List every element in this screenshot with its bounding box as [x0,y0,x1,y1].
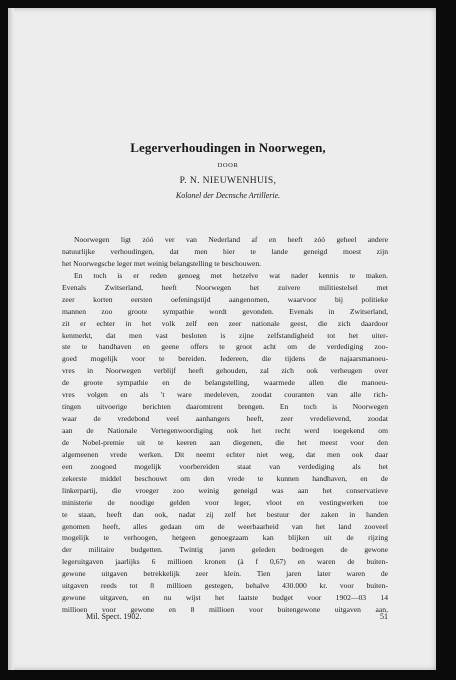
text-line: de Nobel-premie uit te keeren aan diegenen, die het meest voor den [62,437,388,447]
byline-word: DOOR [217,162,239,169]
article-title: Legerverhoudingen in Noorwegen, [130,140,326,155]
page-number: 51 [380,612,388,621]
text-line: kenmerkt, dat men vast besloten is zijne zelfstandigheid tot het uiter- [62,330,388,340]
text-line: millioen voor gewone en 8 millioen voor buitengewone uitgaven aan, [62,605,388,615]
text-line: zit er echter in het volk zelf een zeer nationale geest, die zich daardoor [62,318,388,328]
text-line: mogelijk te verhoogen, hetgeen genoegzaam kan blijken uit de rijzing [62,533,388,543]
text-line: ste te handhaven en geene offers te groot acht om de verdediging zoo- [62,342,388,352]
text-line: vres in Noorwegen verblijf heeft gehouden, zal zich ook verheugen over [62,366,388,376]
text-line: algemeenen vrede werken. Dit neemt echter niet weg, dat men ook daar [62,449,388,459]
text-line: een zoogoed mogelijk voorbereiden staat van verdediging als het [62,461,388,471]
text-line: legeruitgaven jaarlijks 6 millioen kronen (à f 0,67) en waren de buiten- [62,557,388,567]
paragraph-2 [62,270,388,616]
text-line: genomen heeft, alles gedaan om de weerbaarheid van het land zooveel [62,521,388,531]
text-line: te staan, heeft dan ook, nadat zij zelf het bestuur der zaken in handen [62,509,388,519]
text-line: gewone uitgaven betrekkelijk zeer klein. Tien jaren later waren de [62,569,388,579]
page-spine-shadow [8,8,14,670]
text-line: het Noorwegsche leger met weinig belangstelling te beschouwen. [62,258,262,268]
author-name: P. N. NIEUWENHUIS, [179,176,277,186]
text-line: zeer korten eersten oefeningstijd aangenomen, waarvoor bij politieke [62,294,388,304]
paragraph-1 [62,234,388,270]
text-line: Evenals Zwitserland, heeft Noorwegen het zuivere militiestelsel met [62,282,388,292]
text-line: Noorwegen ligt zóó ver van Nederland af en heeft zóó geheel andere [74,235,388,244]
text-line: uitgaven reeds tot 8 millioen gestegen, behalve 430.000 kr. voor buiten- [62,581,388,591]
text-line: mannen zoo groote sympathie wordt gevonden. Evenals in Zwitserland, [62,306,388,316]
text-line: vres volgen en als 't ware medeleven, zoodat couranten van alle rich- [62,390,388,400]
text-line: waar de vredebond veel aanhangers heeft, zeer vredelievend, zoodat [62,414,388,424]
text-line: gewone uitgaven, en nu wijst het laatste budget voor 1902—03 14 [62,593,388,603]
text-line: der militaire budgetten. Twintig jaren geleden bedroegen de gewone [62,545,388,555]
journal-reference: Mil. Spect. 1902. [86,612,142,621]
text-line: ministerie de noodige gelden voor leger, vloot en vestingwerken toe [62,497,388,507]
text-line: goed mogelijk voor te bereiden. Iedereen, die tijdens de najaarsmanoeu- [62,354,388,364]
text-line: zekerste middel beschouwt om den vrede te kunnen handhaven, en de [62,473,388,483]
text-line: linkerpartij, die vroeger zoo weinig geneigd was aan het conservatieve [62,485,388,495]
author-title: Kolonel der Decnsche Artillerie. [175,191,281,200]
text-line: En toch is er reden genoeg met hetzelve wat nader kennis te maken. [74,270,388,280]
text-line: tingen uitvoerige berichten daaromtrent brengen. En toch is Noorwegen [62,402,388,412]
text-line: aan de Nationale Vertegenwoordiging ook het recht werd toegekend om [62,426,388,435]
text-line: de groote sympathie en de belangstelling, waarmede allen die manoeu- [62,378,388,388]
text-line: natuurlijke verhoudingen, dat men hier te lande geneigd moest zijn [62,246,388,256]
article-body [62,234,388,616]
